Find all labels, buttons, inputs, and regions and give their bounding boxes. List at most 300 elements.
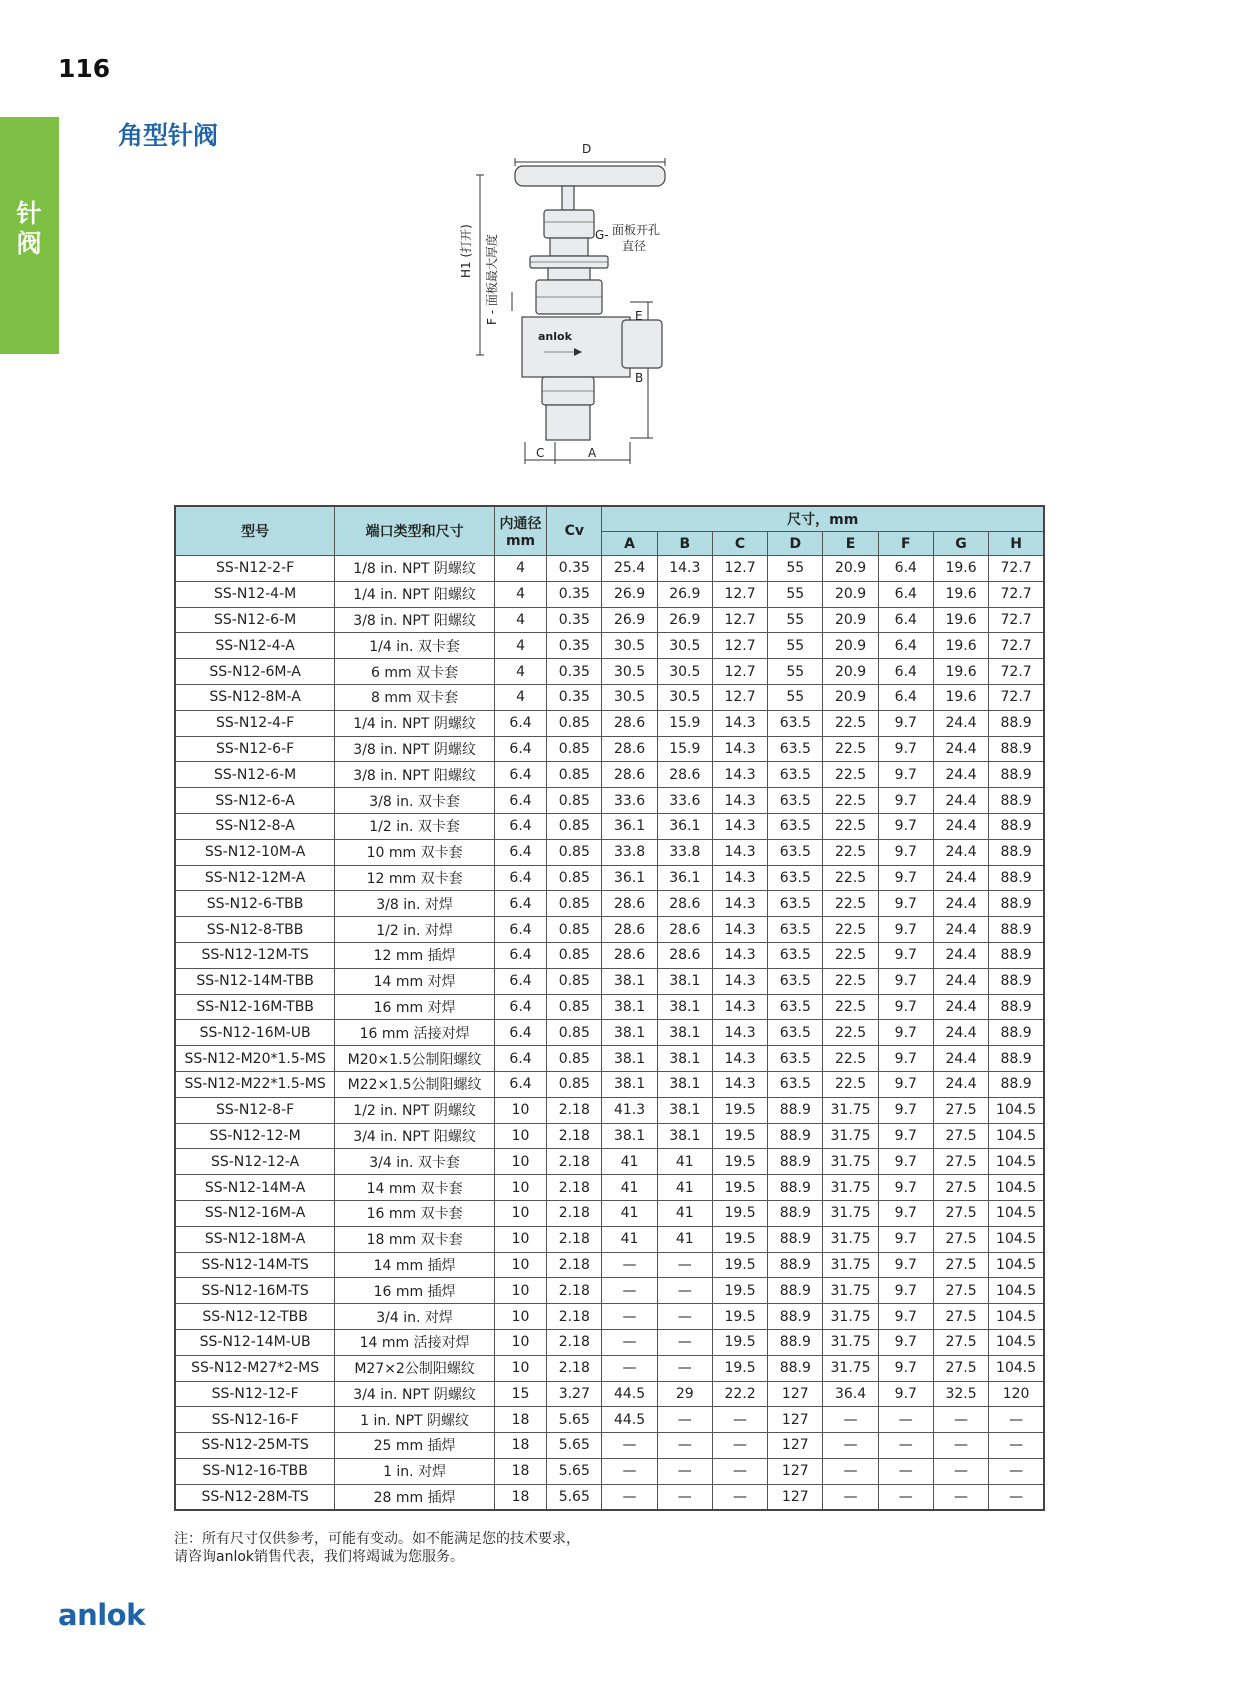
table-cell: 127 [768, 1407, 823, 1433]
table-cell: 19.5 [712, 1252, 767, 1278]
table-cell: SS-N12-25M-TS [175, 1433, 335, 1459]
table-cell: 38.1 [657, 1123, 712, 1149]
table-cell: 88.9 [989, 1020, 1044, 1046]
table-cell: 22.2 [712, 1381, 767, 1407]
header-cv: Cv [547, 506, 602, 556]
table-row [175, 1484, 1044, 1510]
table-cell: 0.85 [547, 994, 602, 1020]
dim-label-h1: H1 (打开) [459, 224, 473, 278]
table-cell: 38.1 [657, 1071, 712, 1097]
dim-label-d: D [582, 142, 592, 156]
table-cell: 2.18 [547, 1175, 602, 1201]
dim-label-c: C [536, 446, 545, 460]
table-cell: 9.7 [878, 788, 933, 814]
table-cell: 41 [657, 1149, 712, 1175]
table-cell: 55 [768, 607, 823, 633]
table-cell: 6 mm 双卡套 [335, 659, 495, 685]
table-cell: 19.5 [712, 1149, 767, 1175]
table-row [175, 1175, 1044, 1201]
table-cell: 104.5 [989, 1123, 1044, 1149]
table-cell: 0.85 [547, 788, 602, 814]
table-cell: 29 [657, 1381, 712, 1407]
table-cell: — [989, 1407, 1044, 1433]
table-cell: 88.9 [768, 1278, 823, 1304]
table-row [175, 1407, 1044, 1433]
table-cell: 18 [494, 1433, 546, 1459]
table-cell: 41 [657, 1175, 712, 1201]
table-cell: 22.5 [823, 865, 878, 891]
table-cell: 28 mm 插焊 [335, 1484, 495, 1510]
table-cell: 36.4 [823, 1381, 878, 1407]
table-cell: 9.7 [878, 917, 933, 943]
table-cell: 4 [494, 684, 546, 710]
table-cell: SS-N12-M27*2-MS [175, 1355, 335, 1381]
table-cell: 9.7 [878, 1278, 933, 1304]
table-cell: 31.75 [823, 1252, 878, 1278]
table-cell: SS-N12-4-F [175, 710, 335, 736]
table-cell: 22.5 [823, 788, 878, 814]
table-cell: 44.5 [602, 1407, 657, 1433]
table-cell: 6.4 [878, 607, 933, 633]
table-cell: 24.4 [933, 788, 988, 814]
table-cell: 19.6 [933, 633, 988, 659]
table-row [175, 942, 1044, 968]
table-cell: 22.5 [823, 917, 878, 943]
table-cell: 28.6 [602, 942, 657, 968]
table-cell: 2.18 [547, 1097, 602, 1123]
table-cell: 88.9 [989, 839, 1044, 865]
table-cell: SS-N12-8M-A [175, 684, 335, 710]
table-row [175, 1329, 1044, 1355]
table-cell: 0.35 [547, 659, 602, 685]
table-row [175, 556, 1044, 582]
table-cell: 20.9 [823, 684, 878, 710]
table-cell: 19.5 [712, 1200, 767, 1226]
table-cell: — [712, 1484, 767, 1510]
table-cell: 18 [494, 1458, 546, 1484]
table-cell: 6.4 [494, 917, 546, 943]
table-row [175, 1278, 1044, 1304]
table-cell: SS-N12-12-TBB [175, 1304, 335, 1330]
table-cell: M22×1.5公制阳螺纹 [335, 1071, 495, 1097]
table-cell: 0.35 [547, 684, 602, 710]
table-cell: 22.5 [823, 1071, 878, 1097]
table-cell: 6.4 [494, 942, 546, 968]
table-cell: 0.35 [547, 607, 602, 633]
table-cell: 9.7 [878, 1304, 933, 1330]
table-cell: 1 in. NPT 阴螺纹 [335, 1407, 495, 1433]
table-cell: 33.8 [602, 839, 657, 865]
table-cell: SS-N12-M22*1.5-MS [175, 1071, 335, 1097]
table-cell: 55 [768, 633, 823, 659]
table-cell: 24.4 [933, 762, 988, 788]
table-cell: 127 [768, 1484, 823, 1510]
table-cell: 27.5 [933, 1304, 988, 1330]
table-row [175, 633, 1044, 659]
table-cell: 30.5 [657, 684, 712, 710]
table-cell: 88.9 [768, 1175, 823, 1201]
valve-diagram [459, 142, 730, 472]
table-cell: SS-N12-10M-A [175, 839, 335, 865]
table-cell: 14.3 [712, 942, 767, 968]
table-cell: 0.85 [547, 917, 602, 943]
table-cell: 41 [602, 1175, 657, 1201]
table-cell: 28.6 [602, 710, 657, 736]
table-cell: 12.7 [712, 607, 767, 633]
table-cell: 14.3 [712, 917, 767, 943]
table-cell: 28.6 [657, 762, 712, 788]
table-cell: 0.85 [547, 891, 602, 917]
table-cell: — [657, 1484, 712, 1510]
table-cell: 3/4 in. 对焊 [335, 1304, 495, 1330]
table-cell: 9.7 [878, 1226, 933, 1252]
table-cell: — [878, 1433, 933, 1459]
table-cell: 104.5 [989, 1304, 1044, 1330]
table-cell: 3/8 in. NPT 阳螺纹 [335, 762, 495, 788]
table-cell: 10 [494, 1278, 546, 1304]
table-cell: 63.5 [768, 891, 823, 917]
table-cell: 6.4 [494, 813, 546, 839]
table-cell: 3/4 in. 双卡套 [335, 1149, 495, 1175]
dim-label-panel: 面板开孔 [612, 223, 661, 237]
table-cell: 6.4 [494, 1046, 546, 1072]
table-cell: 27.5 [933, 1175, 988, 1201]
table-cell: 28.6 [602, 917, 657, 943]
table-cell: 5.65 [547, 1407, 602, 1433]
table-row [175, 1355, 1044, 1381]
table-cell: SS-N12-16M-UB [175, 1020, 335, 1046]
table-cell: 38.1 [657, 968, 712, 994]
table-cell: 6.4 [494, 839, 546, 865]
table-cell: 2.18 [547, 1252, 602, 1278]
table-cell: 0.85 [547, 1020, 602, 1046]
table-cell: SS-N12-6-TBB [175, 891, 335, 917]
table-cell: 15 [494, 1381, 546, 1407]
header-dim-f: F [878, 532, 933, 556]
table-cell: 26.9 [602, 607, 657, 633]
table-cell: 2.18 [547, 1149, 602, 1175]
table-cell: 27.5 [933, 1278, 988, 1304]
table-cell: 63.5 [768, 788, 823, 814]
table-cell: — [657, 1407, 712, 1433]
header-port: 端口类型和尺寸 [335, 506, 495, 556]
table-cell: 28.6 [657, 917, 712, 943]
table-cell: 9.7 [878, 1071, 933, 1097]
table-cell: 72.7 [989, 581, 1044, 607]
table-cell: 14.3 [712, 736, 767, 762]
table-cell: 63.5 [768, 762, 823, 788]
table-cell: SS-N12-2-F [175, 556, 335, 582]
table-cell: 10 [494, 1304, 546, 1330]
table-cell: — [602, 1433, 657, 1459]
table-cell: 104.5 [989, 1226, 1044, 1252]
table-cell: 88.9 [989, 865, 1044, 891]
table-cell: — [878, 1484, 933, 1510]
table-cell: 10 [494, 1329, 546, 1355]
table-cell: 6.4 [494, 1071, 546, 1097]
table-cell: 10 [494, 1226, 546, 1252]
table-cell: 30.5 [602, 633, 657, 659]
table-cell: 9.7 [878, 1149, 933, 1175]
valve-body-brand: anlok [538, 330, 572, 343]
table-cell: 12 mm 双卡套 [335, 865, 495, 891]
table-cell: M20×1.5公制阳螺纹 [335, 1046, 495, 1072]
table-cell: 9.7 [878, 891, 933, 917]
table-cell: 6.4 [878, 556, 933, 582]
table-cell: 88.9 [989, 994, 1044, 1020]
table-cell: 6.4 [494, 788, 546, 814]
table-cell: — [657, 1278, 712, 1304]
table-cell: 38.1 [602, 1046, 657, 1072]
table-cell: 24.4 [933, 839, 988, 865]
table-cell: 9.7 [878, 865, 933, 891]
table-cell: 22.5 [823, 839, 878, 865]
side-tab-label: 针阀 [16, 199, 42, 258]
table-cell: 12.7 [712, 659, 767, 685]
table-cell: 14.3 [712, 762, 767, 788]
table-cell: 16 mm 插焊 [335, 1278, 495, 1304]
table-cell: 9.7 [878, 813, 933, 839]
section-title: 角型针阀 [118, 121, 219, 150]
table-cell: 25 mm 插焊 [335, 1433, 495, 1459]
header-dim-h: H [989, 532, 1044, 556]
table-cell: SS-N12-16M-TS [175, 1278, 335, 1304]
header-dim-a: A [602, 532, 657, 556]
table-cell: 22.5 [823, 968, 878, 994]
table-cell: 63.5 [768, 1071, 823, 1097]
dim-label-f: F - 面板最大厚度 [485, 234, 499, 325]
table-cell: 36.1 [602, 865, 657, 891]
table-cell: 24.4 [933, 994, 988, 1020]
table-cell: 3/4 in. NPT 阴螺纹 [335, 1381, 495, 1407]
table-row [175, 1149, 1044, 1175]
table-cell: 9.7 [878, 1020, 933, 1046]
table-cell: 27.5 [933, 1123, 988, 1149]
table-cell: SS-N12-16M-A [175, 1200, 335, 1226]
table-cell: 26.9 [657, 607, 712, 633]
table-cell: 88.9 [989, 891, 1044, 917]
table-row [175, 1020, 1044, 1046]
table-cell: 31.75 [823, 1123, 878, 1149]
table-cell: 38.1 [657, 1020, 712, 1046]
table-cell: 1/2 in. 双卡套 [335, 813, 495, 839]
table-cell: 88.9 [768, 1329, 823, 1355]
table-cell: 10 mm 双卡套 [335, 839, 495, 865]
table-cell: SS-N12-8-A [175, 813, 335, 839]
table-cell: 3/8 in. 双卡套 [335, 788, 495, 814]
table-cell: 72.7 [989, 556, 1044, 582]
table-cell: 63.5 [768, 710, 823, 736]
table-cell: 19.5 [712, 1123, 767, 1149]
table-cell: 33.6 [657, 788, 712, 814]
table-cell: 88.9 [768, 1149, 823, 1175]
table-cell: 88.9 [989, 968, 1044, 994]
table-cell: 104.5 [989, 1200, 1044, 1226]
table-cell: SS-N12-14M-TS [175, 1252, 335, 1278]
table-cell: SS-N12-6-M [175, 607, 335, 633]
table-cell: 0.85 [547, 865, 602, 891]
header-orifice-unit: mm [505, 533, 536, 549]
table-cell: 38.1 [602, 1123, 657, 1149]
table-cell: 0.85 [547, 968, 602, 994]
table-cell: 19.6 [933, 581, 988, 607]
table-cell: SS-N12-6-A [175, 788, 335, 814]
table-cell: — [823, 1433, 878, 1459]
footnote-line-1: 注：所有尺寸仅供参考，可能有变动。如不能满足您的技术要求， [174, 1531, 580, 1547]
table-row [175, 968, 1044, 994]
table-cell: 6.4 [494, 891, 546, 917]
table-cell: 1 in. 对焊 [335, 1458, 495, 1484]
table-cell: 38.1 [602, 1071, 657, 1097]
table-cell: SS-N12-6-F [175, 736, 335, 762]
table-cell: 24.4 [933, 865, 988, 891]
table-cell: 30.5 [602, 659, 657, 685]
table-cell: SS-N12-8-TBB [175, 917, 335, 943]
table-row [175, 684, 1044, 710]
table-cell: 63.5 [768, 1020, 823, 1046]
table-cell: 31.75 [823, 1278, 878, 1304]
table-cell: 2.18 [547, 1355, 602, 1381]
table-cell: — [602, 1252, 657, 1278]
table-cell: — [989, 1458, 1044, 1484]
header-orifice-label: 内通径 [499, 516, 542, 532]
table-cell: 4 [494, 581, 546, 607]
table-cell: 20.9 [823, 633, 878, 659]
table-cell: 9.7 [878, 968, 933, 994]
table-cell: 19.5 [712, 1097, 767, 1123]
table-cell: SS-N12-12-M [175, 1123, 335, 1149]
table-cell: 24.4 [933, 1020, 988, 1046]
table-cell: — [602, 1304, 657, 1330]
table-cell: 6.4 [494, 762, 546, 788]
table-cell: 24.4 [933, 736, 988, 762]
table-cell: 63.5 [768, 942, 823, 968]
table-cell: 24.4 [933, 1071, 988, 1097]
table-cell: 4 [494, 556, 546, 582]
table-cell: M27×2公制阳螺纹 [335, 1355, 495, 1381]
table-cell: 38.1 [657, 1046, 712, 1072]
table-cell: — [933, 1407, 988, 1433]
side-tab [0, 117, 59, 354]
table-cell: 41 [657, 1226, 712, 1252]
table-cell: 22.5 [823, 891, 878, 917]
table-cell: 41 [602, 1149, 657, 1175]
table-cell: 31.75 [823, 1149, 878, 1175]
header-dim-e: E [823, 532, 878, 556]
table-cell: 14.3 [712, 891, 767, 917]
table-cell: 127 [768, 1433, 823, 1459]
table-cell: 14.3 [712, 994, 767, 1020]
table-cell: 30.5 [657, 659, 712, 685]
table-cell: 18 mm 双卡套 [335, 1226, 495, 1252]
table-cell: 3/4 in. NPT 阳螺纹 [335, 1123, 495, 1149]
footnote-line-2: 请咨询anlok销售代表，我们将竭诚为您服务。 [174, 1549, 465, 1565]
table-cell: 1/4 in. NPT 阳螺纹 [335, 581, 495, 607]
table-cell: 6.4 [494, 994, 546, 1020]
table-cell: — [712, 1458, 767, 1484]
table-cell: 22.5 [823, 942, 878, 968]
table-cell: — [712, 1407, 767, 1433]
table-cell: 3/8 in. 对焊 [335, 891, 495, 917]
table-cell: 0.85 [547, 942, 602, 968]
dim-label-b: B [635, 371, 644, 385]
table-cell: 88.9 [989, 788, 1044, 814]
brand-logo: anlok [58, 1598, 145, 1632]
table-cell: 88.9 [768, 1200, 823, 1226]
header-dim-b: B [657, 532, 712, 556]
table-cell: 14.3 [712, 839, 767, 865]
table-cell: 104.5 [989, 1355, 1044, 1381]
table-cell: 63.5 [768, 1046, 823, 1072]
table-cell: 72.7 [989, 607, 1044, 633]
table-cell: — [602, 1484, 657, 1510]
dim-label-diameter: 直径 [622, 239, 647, 253]
table-cell: — [657, 1458, 712, 1484]
table-cell: SS-N12-M20*1.5-MS [175, 1046, 335, 1072]
table-cell: 9.7 [878, 942, 933, 968]
table-cell: 28.6 [657, 891, 712, 917]
table-cell: 20.9 [823, 607, 878, 633]
table-cell: 22.5 [823, 994, 878, 1020]
table-cell: — [712, 1433, 767, 1459]
table-cell: 22.5 [823, 813, 878, 839]
table-cell: 16 mm 对焊 [335, 994, 495, 1020]
table-cell: 19.5 [712, 1175, 767, 1201]
table-cell: 63.5 [768, 839, 823, 865]
table-cell: 14.3 [712, 788, 767, 814]
table-cell: 24.4 [933, 710, 988, 736]
table-cell: 31.75 [823, 1304, 878, 1330]
table-cell: 88.9 [989, 1071, 1044, 1097]
table-cell: 63.5 [768, 994, 823, 1020]
table-cell: 3/8 in. NPT 阳螺纹 [335, 607, 495, 633]
table-cell: 26.9 [602, 581, 657, 607]
table-cell: 0.85 [547, 813, 602, 839]
table-cell: 104.5 [989, 1175, 1044, 1201]
table-cell: 36.1 [602, 813, 657, 839]
table-cell: SS-N12-12-A [175, 1149, 335, 1175]
table-cell: 12.7 [712, 556, 767, 582]
table-cell: SS-N12-6-M [175, 762, 335, 788]
table-cell: 9.7 [878, 839, 933, 865]
table-row [175, 659, 1044, 685]
table-cell: 9.7 [878, 1046, 933, 1072]
table-cell: 9.7 [878, 736, 933, 762]
table-row [175, 581, 1044, 607]
table-cell: 0.35 [547, 556, 602, 582]
table-row [175, 813, 1044, 839]
table-cell: 27.5 [933, 1252, 988, 1278]
table-cell: — [657, 1304, 712, 1330]
table-cell: 14 mm 对焊 [335, 968, 495, 994]
table-cell: 63.5 [768, 968, 823, 994]
table-cell: 5.65 [547, 1433, 602, 1459]
table-row [175, 607, 1044, 633]
table-cell: 14.3 [712, 710, 767, 736]
table-cell: 6.4 [878, 633, 933, 659]
table-cell: 0.85 [547, 762, 602, 788]
table-cell: SS-N12-14M-TBB [175, 968, 335, 994]
table-cell: 22.5 [823, 736, 878, 762]
table-cell: 0.35 [547, 581, 602, 607]
table-cell: 10 [494, 1149, 546, 1175]
table-cell: 25.4 [602, 556, 657, 582]
table-cell: 27.5 [933, 1226, 988, 1252]
table-cell: 63.5 [768, 865, 823, 891]
table-cell: 18 [494, 1407, 546, 1433]
table-cell: 4 [494, 607, 546, 633]
table-cell: — [602, 1458, 657, 1484]
